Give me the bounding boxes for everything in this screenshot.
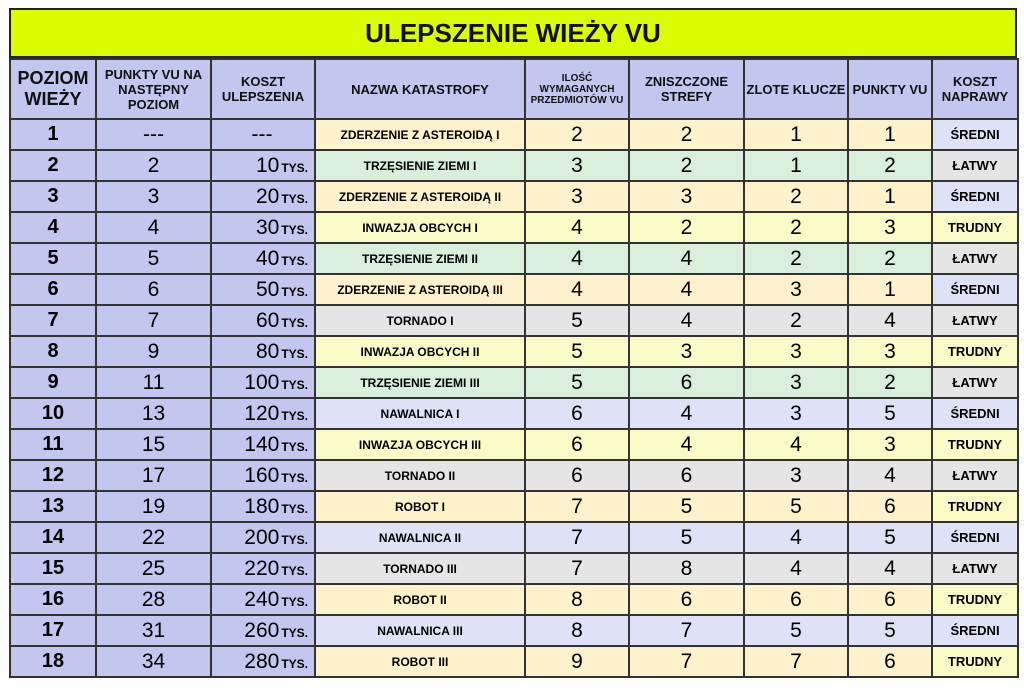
upgrade-cost-cell xyxy=(211,553,315,584)
upgrade-cost-cell xyxy=(211,646,315,677)
level-cell: 11 xyxy=(10,429,96,460)
table-row xyxy=(10,615,1018,646)
upgrade-table xyxy=(9,58,1019,678)
required-items-cell: 8 xyxy=(525,584,629,615)
gold-keys-cell: 5 xyxy=(744,615,848,646)
repair-cost-cell: ŚREDNI xyxy=(932,274,1018,305)
level-cell: 9 xyxy=(10,367,96,398)
table-header-row xyxy=(10,59,1018,119)
vu-points-cell: 6 xyxy=(848,584,932,615)
gold-keys-cell: 2 xyxy=(744,243,848,274)
vu-points-cell: 6 xyxy=(848,491,932,522)
cost-unit: TYS. xyxy=(281,470,308,485)
disaster-name-cell: INWAZJA OBCYCH I xyxy=(315,212,525,243)
cost-value: 30 xyxy=(255,215,280,239)
header-points-next: PUNKTY VU NA NASTĘPNY POZIOM xyxy=(96,59,211,119)
upgrade-cost-cell xyxy=(211,584,315,615)
cost-value: 280 xyxy=(244,649,280,673)
points-next-cell: 19 xyxy=(96,491,211,522)
destroyed-zones-cell: 3 xyxy=(629,336,744,367)
repair-cost-cell: ŁATWY xyxy=(932,305,1018,336)
upgrade-cost-cell xyxy=(211,460,315,491)
required-items-cell: 6 xyxy=(525,429,629,460)
points-next-cell: 28 xyxy=(96,584,211,615)
vu-points-cell: 4 xyxy=(848,305,932,336)
level-cell: 17 xyxy=(10,615,96,646)
points-next-cell: 13 xyxy=(96,398,211,429)
required-items-cell: 7 xyxy=(525,553,629,584)
disaster-name-cell: ROBOT III xyxy=(315,646,525,677)
upgrade-cost-cell xyxy=(211,336,315,367)
cost-value: 180 xyxy=(244,494,280,518)
repair-cost-cell: ŚREDNI xyxy=(932,522,1018,553)
required-items-cell: 3 xyxy=(525,181,629,212)
cost-value: 60 xyxy=(255,308,280,332)
upgrade-cost-cell xyxy=(211,274,315,305)
upgrade-cost-cell xyxy=(211,305,315,336)
disaster-name-cell: TRZĘSIENIE ZIEMI III xyxy=(315,367,525,398)
gold-keys-cell: 4 xyxy=(744,429,848,460)
table-row xyxy=(10,150,1018,181)
required-items-cell: 6 xyxy=(525,398,629,429)
header-repair-cost: KOSZT NAPRAWY xyxy=(932,59,1018,119)
destroyed-zones-cell: 5 xyxy=(629,491,744,522)
level-cell: 1 xyxy=(10,119,96,150)
points-next-cell: 9 xyxy=(96,336,211,367)
level-cell: 7 xyxy=(10,305,96,336)
gold-keys-cell: 6 xyxy=(744,584,848,615)
cost-unit: TYS. xyxy=(281,563,308,578)
upgrade-cost-cell xyxy=(211,243,315,274)
upgrade-cost-cell xyxy=(211,150,315,181)
gold-keys-cell: 1 xyxy=(744,150,848,181)
gold-keys-cell: 3 xyxy=(744,367,848,398)
cost-value: 160 xyxy=(244,463,280,487)
cost-value: 220 xyxy=(244,556,280,580)
level-cell: 14 xyxy=(10,522,96,553)
points-next-cell: 15 xyxy=(96,429,211,460)
header-upgrade-cost: KOSZT ULEPSZENIA xyxy=(211,59,315,119)
table-row xyxy=(10,212,1018,243)
header-required-items: ILOŚĆ WYMAGANYCH PRZEDMIOTÓW VU xyxy=(525,59,629,119)
vu-points-cell: 6 xyxy=(848,646,932,677)
required-items-cell: 9 xyxy=(525,646,629,677)
cost-value: --- xyxy=(251,122,273,146)
disaster-name-cell: ZDERZENIE Z ASTEROIDĄ II xyxy=(315,181,525,212)
vu-points-cell: 5 xyxy=(848,615,932,646)
cost-value: 40 xyxy=(255,246,280,270)
destroyed-zones-cell: 8 xyxy=(629,553,744,584)
points-next-cell: 4 xyxy=(96,212,211,243)
points-next-cell: 34 xyxy=(96,646,211,677)
level-cell: 15 xyxy=(10,553,96,584)
level-cell: 3 xyxy=(10,181,96,212)
table-row xyxy=(10,460,1018,491)
disaster-name-cell: TORNADO II xyxy=(315,460,525,491)
points-next-cell: 17 xyxy=(96,460,211,491)
upgrade-cost-cell xyxy=(211,212,315,243)
table-row xyxy=(10,429,1018,460)
upgrade-cost-cell xyxy=(211,491,315,522)
required-items-cell: 3 xyxy=(525,150,629,181)
cost-unit: TYS. xyxy=(281,253,308,268)
gold-keys-cell: 5 xyxy=(744,491,848,522)
vu-points-cell: 1 xyxy=(848,181,932,212)
cost-value: 200 xyxy=(244,525,280,549)
cost-unit: TYS. xyxy=(281,160,308,175)
header-level: POZIOM WIEŻY xyxy=(10,59,96,119)
vu-points-cell: 4 xyxy=(848,553,932,584)
cost-value: 120 xyxy=(244,401,280,425)
disaster-name-cell: ROBOT I xyxy=(315,491,525,522)
cost-value: 240 xyxy=(244,587,280,611)
cost-value: 100 xyxy=(244,370,280,394)
cost-unit: TYS. xyxy=(281,315,308,330)
points-next-cell: 7 xyxy=(96,305,211,336)
required-items-cell: 7 xyxy=(525,522,629,553)
upgrade-cost-cell xyxy=(211,367,315,398)
gold-keys-cell: 2 xyxy=(744,305,848,336)
required-items-cell: 7 xyxy=(525,491,629,522)
upgrade-cost-cell xyxy=(211,615,315,646)
level-cell: 8 xyxy=(10,336,96,367)
level-cell: 16 xyxy=(10,584,96,615)
disaster-name-cell: TORNADO I xyxy=(315,305,525,336)
level-cell: 10 xyxy=(10,398,96,429)
disaster-name-cell: NAWALNICA I xyxy=(315,398,525,429)
repair-cost-cell: ŚREDNI xyxy=(932,181,1018,212)
required-items-cell: 2 xyxy=(525,119,629,150)
repair-cost-cell: ŁATWY xyxy=(932,243,1018,274)
cost-unit: TYS. xyxy=(281,191,308,206)
repair-cost-cell: TRUDNY xyxy=(932,491,1018,522)
table-body xyxy=(10,119,1018,677)
required-items-cell: 4 xyxy=(525,243,629,274)
table-row xyxy=(10,491,1018,522)
disaster-name-cell: TRZĘSIENIE ZIEMI II xyxy=(315,243,525,274)
gold-keys-cell: 7 xyxy=(744,646,848,677)
destroyed-zones-cell: 4 xyxy=(629,398,744,429)
destroyed-zones-cell: 3 xyxy=(629,181,744,212)
points-next-cell: 22 xyxy=(96,522,211,553)
disaster-name-cell: ZDERZENIE Z ASTEROIDĄ III xyxy=(315,274,525,305)
disaster-name-cell: TRZĘSIENIE ZIEMI I xyxy=(315,150,525,181)
repair-cost-cell: ŁATWY xyxy=(932,367,1018,398)
gold-keys-cell: 3 xyxy=(744,274,848,305)
table-row xyxy=(10,522,1018,553)
required-items-cell: 5 xyxy=(525,336,629,367)
level-cell: 13 xyxy=(10,491,96,522)
required-items-cell: 6 xyxy=(525,460,629,491)
vu-points-cell: 1 xyxy=(848,274,932,305)
vu-points-cell: 4 xyxy=(848,460,932,491)
disaster-name-cell: TORNADO III xyxy=(315,553,525,584)
cost-unit: TYS. xyxy=(281,408,308,423)
cost-unit: TYS. xyxy=(281,222,308,237)
points-next-cell: 11 xyxy=(96,367,211,398)
gold-keys-cell: 2 xyxy=(744,181,848,212)
destroyed-zones-cell: 4 xyxy=(629,429,744,460)
required-items-cell: 8 xyxy=(525,615,629,646)
points-next-cell: 6 xyxy=(96,274,211,305)
table-row xyxy=(10,553,1018,584)
cost-unit: TYS. xyxy=(281,377,308,392)
gold-keys-cell: 4 xyxy=(744,553,848,584)
vu-points-cell: 2 xyxy=(848,150,932,181)
repair-cost-cell: ŁATWY xyxy=(932,150,1018,181)
cost-unit: TYS. xyxy=(281,532,308,547)
cost-unit: TYS. xyxy=(281,594,308,609)
table-row xyxy=(10,584,1018,615)
page-title: ULEPSZENIE WIEŻY VU xyxy=(9,8,1017,58)
destroyed-zones-cell: 6 xyxy=(629,584,744,615)
disaster-name-cell: ZDERZENIE Z ASTEROIDĄ I xyxy=(315,119,525,150)
repair-cost-cell: TRUDNY xyxy=(932,429,1018,460)
table-row xyxy=(10,646,1018,677)
destroyed-zones-cell: 5 xyxy=(629,522,744,553)
header-disaster-name: NAZWA KATASTROFY xyxy=(315,59,525,119)
cost-unit: TYS. xyxy=(281,625,308,640)
level-cell: 2 xyxy=(10,150,96,181)
upgrade-cost-cell xyxy=(211,119,315,150)
level-cell: 4 xyxy=(10,212,96,243)
points-next-cell: 2 xyxy=(96,150,211,181)
table-row xyxy=(10,119,1018,150)
disaster-name-cell: INWAZJA OBCYCH III xyxy=(315,429,525,460)
points-next-cell: 31 xyxy=(96,615,211,646)
cost-unit: TYS. xyxy=(281,284,308,299)
vu-points-cell: 3 xyxy=(848,336,932,367)
upgrade-cost-cell xyxy=(211,522,315,553)
points-next-cell: 25 xyxy=(96,553,211,584)
disaster-name-cell: ROBOT II xyxy=(315,584,525,615)
repair-cost-cell: ŚREDNI xyxy=(932,398,1018,429)
gold-keys-cell: 2 xyxy=(744,212,848,243)
repair-cost-cell: ŚREDNI xyxy=(932,119,1018,150)
vu-points-cell: 3 xyxy=(848,212,932,243)
repair-cost-cell: TRUDNY xyxy=(932,212,1018,243)
table-row xyxy=(10,398,1018,429)
cost-value: 20 xyxy=(255,184,280,208)
cost-unit: TYS. xyxy=(281,501,308,516)
gold-keys-cell: 4 xyxy=(744,522,848,553)
table-row xyxy=(10,243,1018,274)
gold-keys-cell: 1 xyxy=(744,119,848,150)
repair-cost-cell: ŚREDNI xyxy=(932,615,1018,646)
required-items-cell: 5 xyxy=(525,367,629,398)
cost-unit: TYS. xyxy=(281,656,308,671)
cost-unit: TYS. xyxy=(281,439,308,454)
cost-value: 260 xyxy=(244,618,280,642)
table-row xyxy=(10,181,1018,212)
repair-cost-cell: TRUDNY xyxy=(932,336,1018,367)
destroyed-zones-cell: 2 xyxy=(629,212,744,243)
destroyed-zones-cell: 7 xyxy=(629,646,744,677)
level-cell: 6 xyxy=(10,274,96,305)
repair-cost-cell: TRUDNY xyxy=(932,584,1018,615)
cost-value: 50 xyxy=(255,277,280,301)
upgrade-cost-cell xyxy=(211,181,315,212)
cost-value: 10 xyxy=(255,153,280,177)
points-next-cell: 5 xyxy=(96,243,211,274)
vu-points-cell: 1 xyxy=(848,119,932,150)
gold-keys-cell: 3 xyxy=(744,398,848,429)
table-row xyxy=(10,367,1018,398)
points-next-cell: 3 xyxy=(96,181,211,212)
destroyed-zones-cell: 2 xyxy=(629,150,744,181)
upgrade-table-container xyxy=(9,8,1017,678)
destroyed-zones-cell: 4 xyxy=(629,305,744,336)
header-gold-keys: ZLOTE KLUCZE xyxy=(744,59,848,119)
destroyed-zones-cell: 6 xyxy=(629,367,744,398)
points-next-cell: --- xyxy=(96,119,211,150)
destroyed-zones-cell: 4 xyxy=(629,274,744,305)
header-vu-points: PUNKTY VU xyxy=(848,59,932,119)
header-destroyed-zones: ZNISZCZONE STREFY xyxy=(629,59,744,119)
level-cell: 12 xyxy=(10,460,96,491)
required-items-cell: 4 xyxy=(525,212,629,243)
upgrade-cost-cell xyxy=(211,398,315,429)
destroyed-zones-cell: 6 xyxy=(629,460,744,491)
cost-value: 140 xyxy=(244,432,280,456)
repair-cost-cell: ŁATWY xyxy=(932,553,1018,584)
gold-keys-cell: 3 xyxy=(744,460,848,491)
cost-value: 80 xyxy=(255,339,280,363)
level-cell: 18 xyxy=(10,646,96,677)
vu-points-cell: 2 xyxy=(848,243,932,274)
disaster-name-cell: NAWALNICA III xyxy=(315,615,525,646)
cost-unit: TYS. xyxy=(281,346,308,361)
required-items-cell: 5 xyxy=(525,305,629,336)
disaster-name-cell: NAWALNICA II xyxy=(315,522,525,553)
repair-cost-cell: ŁATWY xyxy=(932,460,1018,491)
vu-points-cell: 5 xyxy=(848,522,932,553)
destroyed-zones-cell: 4 xyxy=(629,243,744,274)
destroyed-zones-cell: 2 xyxy=(629,119,744,150)
disaster-name-cell: INWAZJA OBCYCH II xyxy=(315,336,525,367)
vu-points-cell: 3 xyxy=(848,429,932,460)
repair-cost-cell: TRUDNY xyxy=(932,646,1018,677)
table-row xyxy=(10,305,1018,336)
level-cell: 5 xyxy=(10,243,96,274)
table-row xyxy=(10,336,1018,367)
table-row xyxy=(10,274,1018,305)
vu-points-cell: 5 xyxy=(848,398,932,429)
vu-points-cell: 2 xyxy=(848,367,932,398)
destroyed-zones-cell: 7 xyxy=(629,615,744,646)
upgrade-cost-cell xyxy=(211,429,315,460)
gold-keys-cell: 3 xyxy=(744,336,848,367)
required-items-cell: 4 xyxy=(525,274,629,305)
